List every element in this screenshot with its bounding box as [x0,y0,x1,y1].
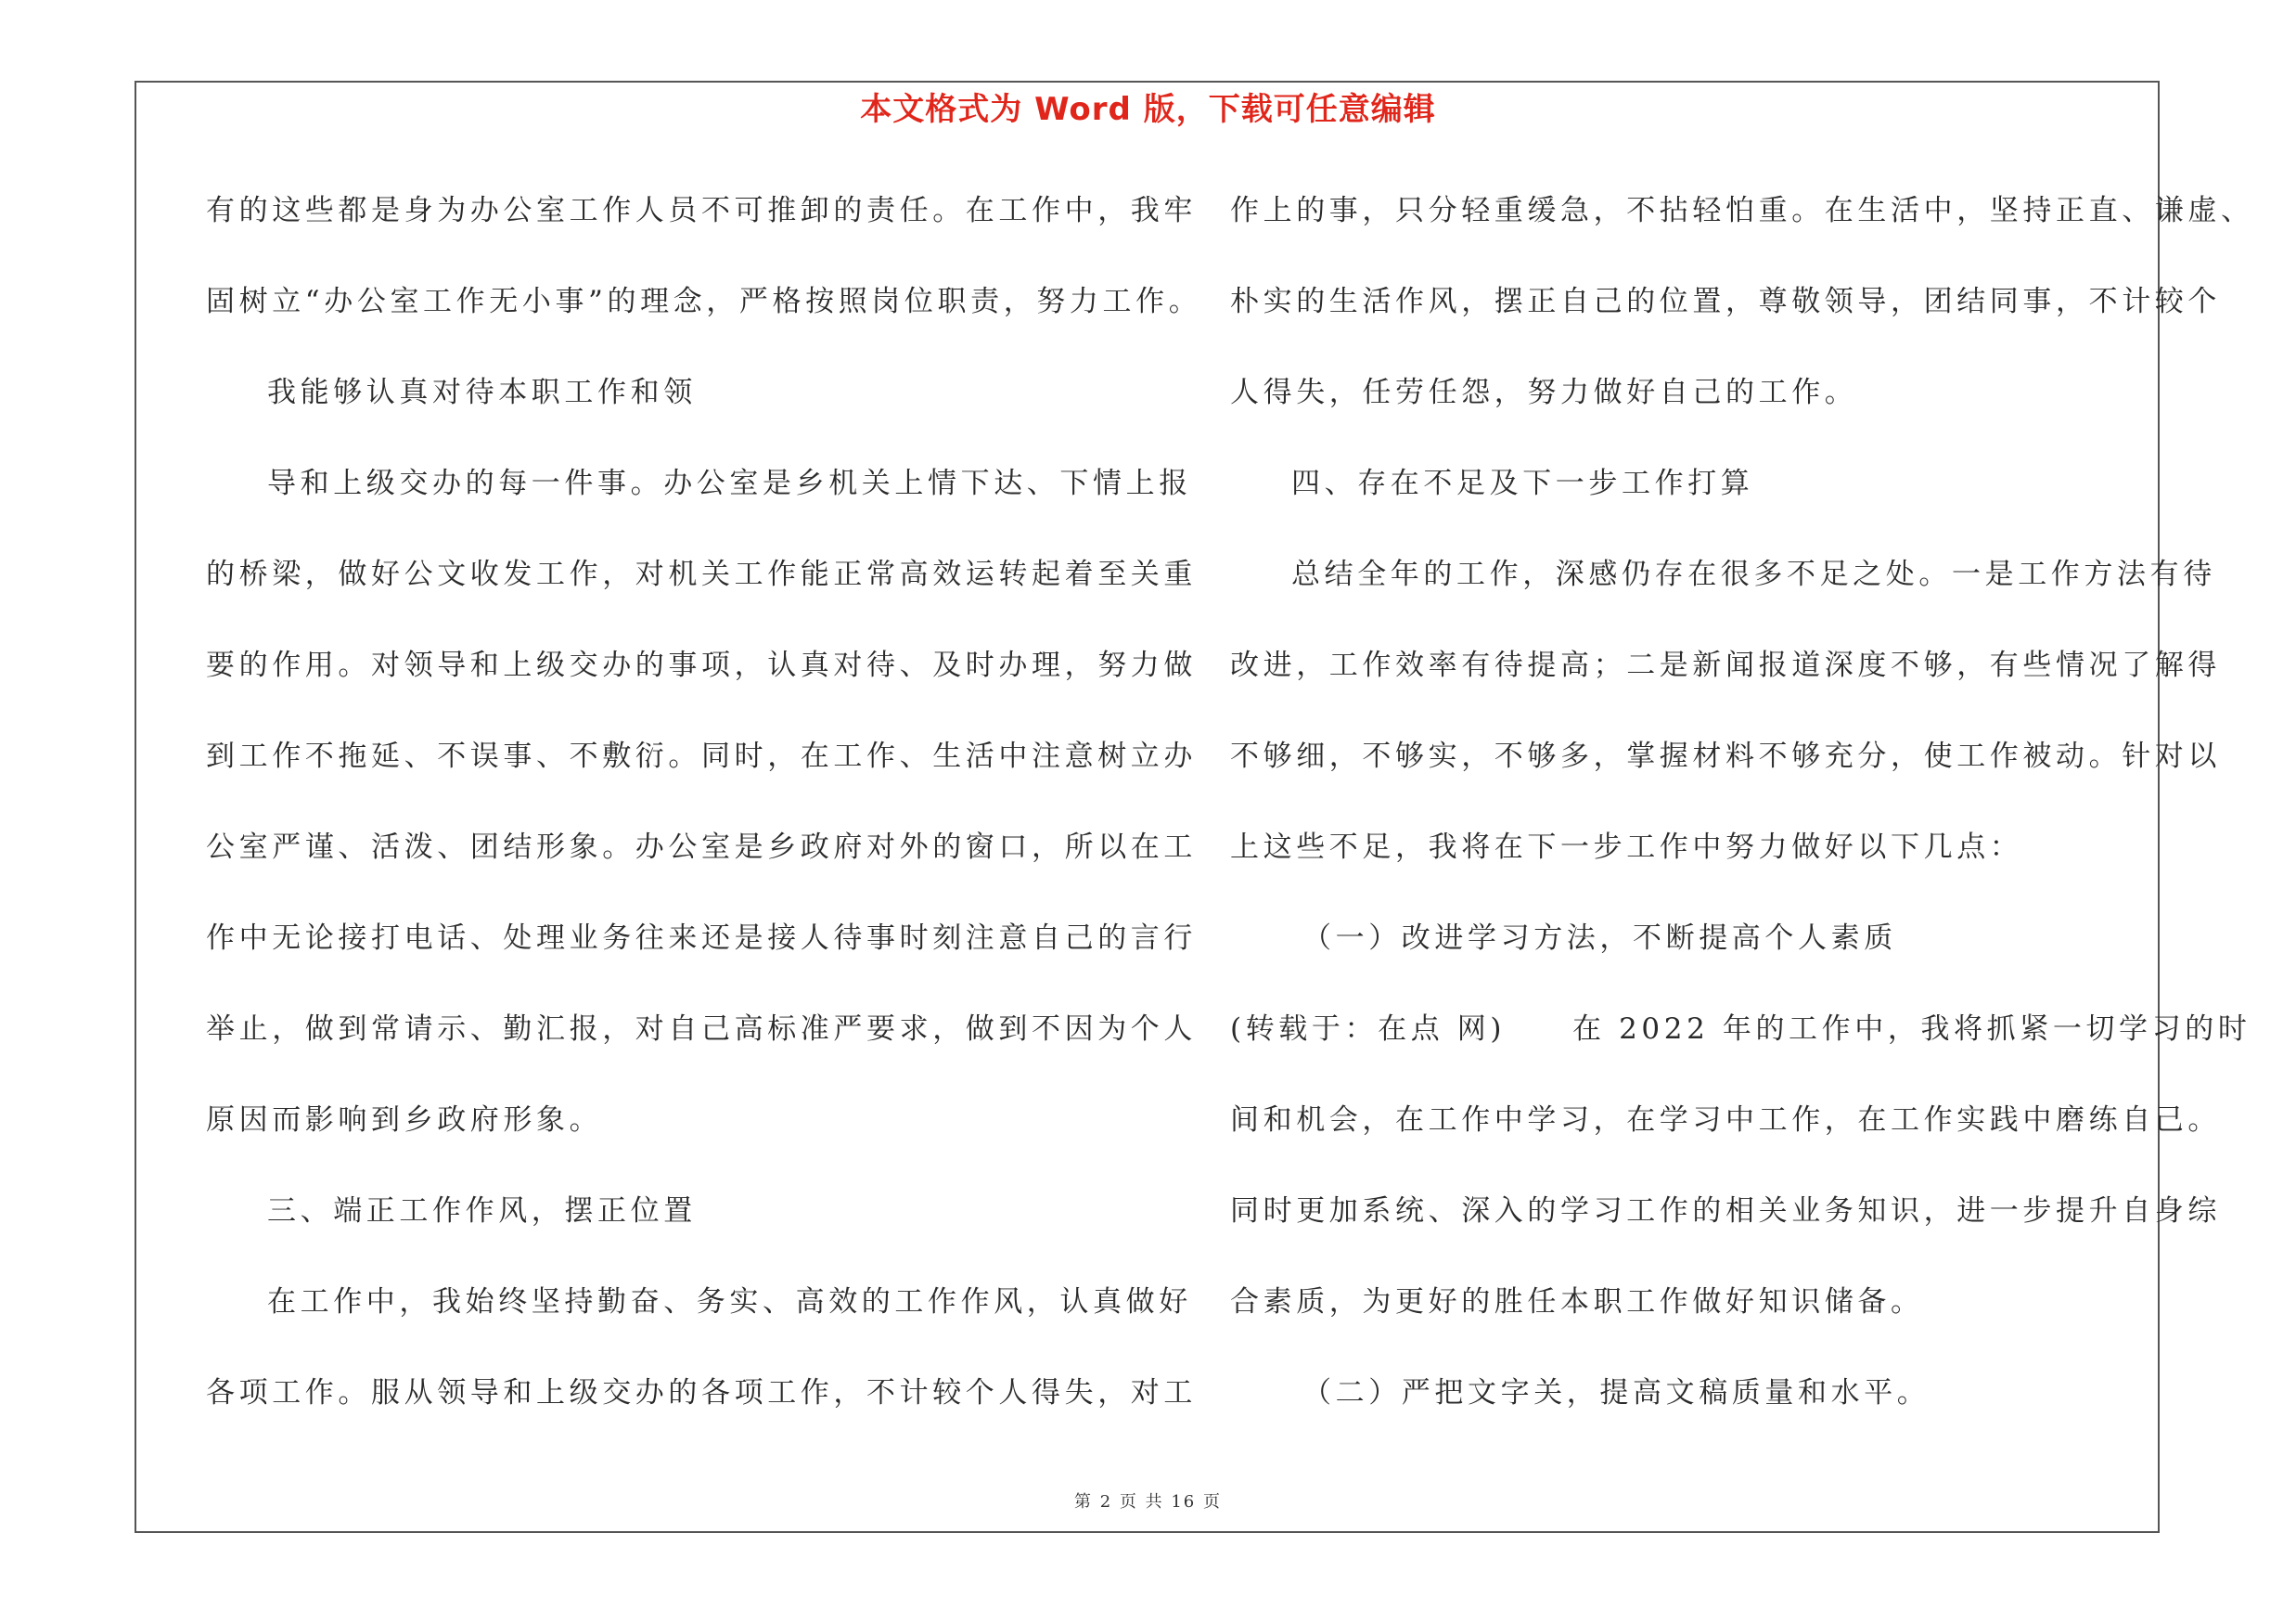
text-line [206,183,1197,274]
text-line-content: 合素质，为更好的胜任本职工作做好知识储备。 [1230,1285,1924,1319]
text-line-content: 三、端正工作作风，摆正位置 [267,1194,697,1228]
text-line [1230,1274,2167,1365]
text-line-content: 到工作不拖延、不误事、不敷衍。同时，在工作、生活中注意树立办 [206,740,1197,773]
text-line [206,1183,1134,1274]
text-line [206,910,1197,1001]
text-line-content: 改进，工作效率有待提高；二是新闻报道深度不够，有些情况了解得 [1230,649,2221,682]
text-line-content: 朴实的生活作风，摆正自己的位置，尊敬领导，团结同事，不计较个 [1230,285,2221,318]
text-line [206,1092,1134,1183]
page-number-footer: 第 2 页 共 16 页 [1074,1492,1222,1512]
text-line-content: （一）改进学习方法，不断提高个人素质 [1302,921,1897,955]
text-line [206,365,1134,456]
text-line [1230,456,2167,547]
text-line-content: 人得失，任劳任怨，努力做好自己的工作。 [1230,376,1858,409]
text-line [206,547,1197,638]
text-line-content: （二）严把文字关，提高文稿质量和水平。 [1302,1376,1930,1410]
text-line-content: 间和机会，在工作中学习，在学习中工作，在工作实践中磨练自己。 [1230,1103,2221,1137]
text-line [1230,910,2167,1001]
text-line [1230,1092,2221,1183]
text-line [1230,819,2167,910]
text-line [206,274,1202,365]
text-line-content: 公室严谨、活泼、团结形象。办公室是乡政府对外的窗口，所以在工 [206,831,1197,864]
left-text-column [206,183,1202,1456]
text-line [206,1365,1197,1456]
text-line-content: 同时更加系统、深入的学习工作的相关业务知识，进一步提升自身综 [1230,1194,2221,1228]
text-line-content: 在工作中，我始终坚持勤奋、务实、高效的工作作风，认真做好 [267,1285,1192,1319]
text-line [1230,183,2254,274]
text-line [1230,274,2221,365]
text-line-content: 四、存在不足及下一步工作打算 [1291,467,1754,500]
text-line-content: 导和上级交办的每一件事。办公室是乡机关上情下达、下情上报 [267,467,1192,500]
text-line-content: 要的作用。对领导和上级交办的事项，认真对待、及时办理，努力做 [206,649,1197,682]
text-line [1230,1365,2167,1456]
text-line-tail: 在 2022 年的工作中，我将抓紧一切学习的时 [1572,1012,2251,1046]
text-line-content: 有的这些都是身为办公室工作人员不可推卸的责任。在工作中，我牢 [206,194,1197,227]
text-line-content: 的桥梁，做好公文收发工作，对机关工作能正常高效运转起着至关重 [206,558,1197,591]
text-line-content: 作中无论接打电话、处理业务往来还是接人待事时刻注意自己的言行 [206,921,1197,955]
text-line [206,728,1197,819]
document-banner: 本文格式为 Word 版，下载可任意编辑 [860,91,1436,128]
text-line-content: 各项工作。服从领导和上级交办的各项工作，不计较个人得失，对工 [206,1376,1197,1410]
text-line [1230,1001,2251,1092]
text-line [1230,1183,2221,1274]
text-line [1230,728,2221,819]
text-line-content: 作上的事，只分轻重缓急，不拈轻怕重。在生活中，坚持正直、谦虚、 [1230,194,2254,227]
text-line-content: 我能够认真对待本职工作和领 [267,376,697,409]
text-line-content: 总结全年的工作，深感仍存在很多不足之处。一是工作方法有待 [1291,558,2216,591]
text-line [206,819,1197,910]
text-line-content: (转载于：在点 网) [1230,1012,1507,1046]
text-line-content: 上这些不足，我将在下一步工作中努力做好以下几点： [1230,831,2023,864]
text-line [1230,638,2221,728]
text-line [1230,547,2216,638]
text-line-content: 原因而影响到乡政府形象。 [206,1103,603,1137]
text-line [206,1001,1197,1092]
text-line [206,1274,1192,1365]
text-line [206,638,1197,728]
right-text-column [1230,183,2254,1456]
text-line-content: 不够细，不够实，不够多，掌握材料不够充分，使工作被动。针对以 [1230,740,2221,773]
text-line-content: 固树立“办公室工作无小事”的理念，严格按照岗位职责，努力工作。 [206,285,1202,318]
text-line [206,456,1192,547]
text-line-content: 举止，做到常请示、勤汇报，对自己高标准严要求，做到不因为个人 [206,1012,1197,1046]
text-line [1230,365,2167,456]
